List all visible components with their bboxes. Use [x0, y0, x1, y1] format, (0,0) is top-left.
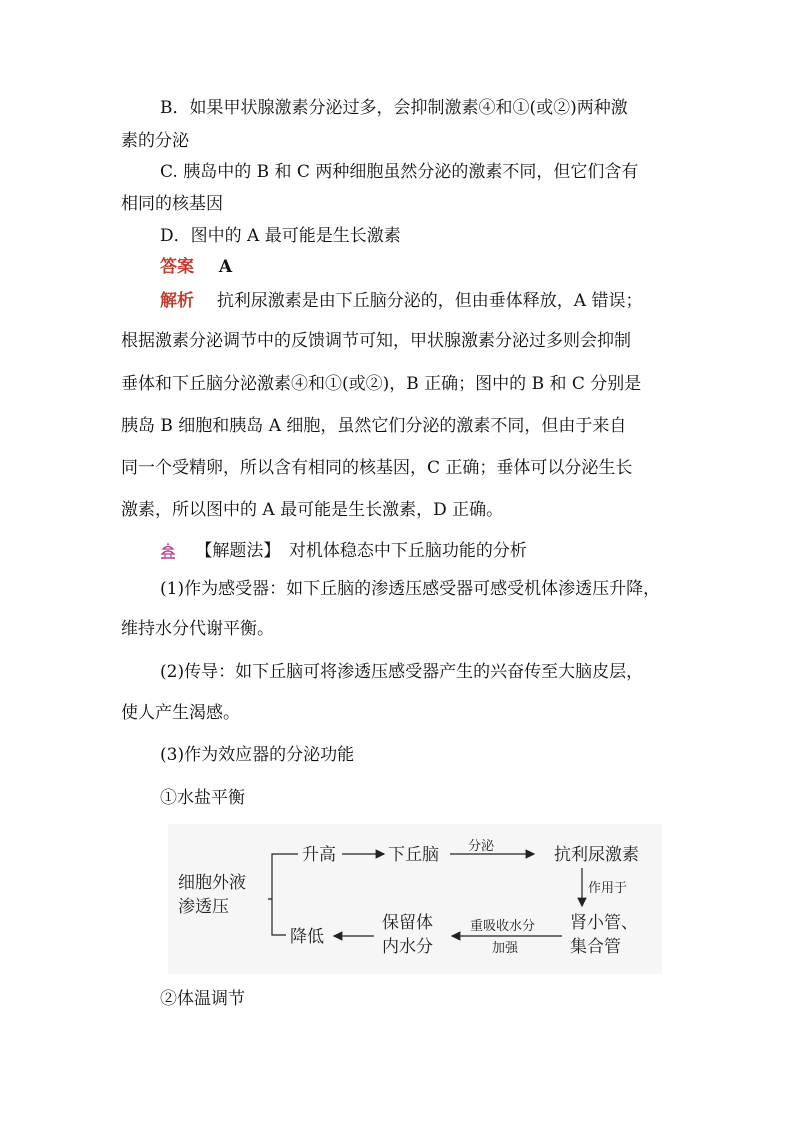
diagram-secrete: 分泌 — [468, 839, 495, 854]
diagram-bracket — [268, 854, 298, 935]
diagram-retain-line-1: 保留体 — [382, 913, 433, 933]
analysis-line-1 — [160, 290, 643, 312]
method-p2-line-1: (2)传导：如下丘脑可将渗透压感受器产生的兴奋传至大脑皮层， — [160, 662, 644, 682]
analysis-line-4: 胰岛 B 细胞和胰岛 A 细胞，虽然它们分泌的激素不同，但由于来自 — [121, 416, 627, 436]
diagram-fall: 降低 — [290, 927, 324, 947]
answer-row — [160, 256, 232, 278]
method-title-row — [160, 540, 527, 565]
method-p2-line-2: 使人产生渴感。 — [121, 703, 240, 723]
diagram-retain-line-2: 内水分 — [382, 937, 433, 957]
diagram-start-line-2: 渗透压 — [178, 897, 229, 917]
option-b-line-1: B．如果甲状腺激素分泌过多，会抑制激素④和①(或②)两种激 — [160, 98, 628, 118]
diagram-rise: 升高 — [302, 845, 336, 865]
diagram-acts-on: 作用于 — [588, 881, 628, 896]
analysis-line-2: 根据激素分泌调节中的反馈调节可知，甲状腺激素分泌过多则会抑制 — [121, 331, 631, 351]
diagram-strengthen: 加强 — [492, 941, 519, 956]
analysis-label: 解析 — [160, 291, 194, 311]
diagram-start-line-1: 细胞外液 — [178, 873, 246, 893]
option-b-line-2: 素的分泌 — [121, 131, 189, 151]
diagram-reabsorb: 重吸收水分 — [470, 919, 536, 934]
option-c-line-2: 相同的核基因 — [121, 194, 223, 214]
answer-label: 答案 — [160, 257, 194, 277]
method-sub-2: ②体温调节 — [160, 989, 245, 1009]
method-p1-line-2: 维持水分代谢平衡。 — [121, 619, 274, 639]
water-salt-diagram — [168, 824, 662, 974]
option-c-line-1: C. 胰岛中的 B 和 C 两种细胞虽然分泌的激素不同，但它们含有 — [160, 162, 639, 182]
method-title: 【解题法】 对机体稳态中下丘脑功能的分析 — [195, 541, 527, 561]
answer-value: A — [218, 257, 233, 277]
analysis-line-6: 激素，所以图中的 A 最可能是生长激素，D 正确。 — [121, 500, 504, 520]
method-p3: (3)作为效应器的分泌功能 — [160, 745, 355, 765]
analysis-text-1: 抗利尿激素是由下丘脑分泌的，但由垂体释放，A 错误； — [216, 291, 643, 311]
option-d: D．图中的 A 最可能是生长激素 — [160, 226, 401, 246]
method-sub-1: ①水盐平衡 — [160, 788, 245, 808]
diagram-adh: 抗利尿激素 — [554, 845, 639, 865]
pagoda-icon — [160, 541, 176, 565]
diagram-hypothalamus: 下丘脑 — [388, 845, 439, 865]
diagram-kidney-line-1: 肾小管、 — [570, 913, 638, 933]
diagram-kidney-line-2: 集合管 — [570, 937, 621, 957]
analysis-line-3: 垂体和下丘脑分泌激素④和①(或②)，B 正确；图中的 B 和 C 分别是 — [121, 374, 642, 394]
method-p1-line-1: (1)作为感受器：如下丘脑的渗透压感受器可感受机体渗透压升降， — [160, 579, 661, 599]
analysis-line-5: 同一个受精卵，所以含有相同的核基因，C 正确；垂体可以分泌生长 — [121, 458, 633, 478]
